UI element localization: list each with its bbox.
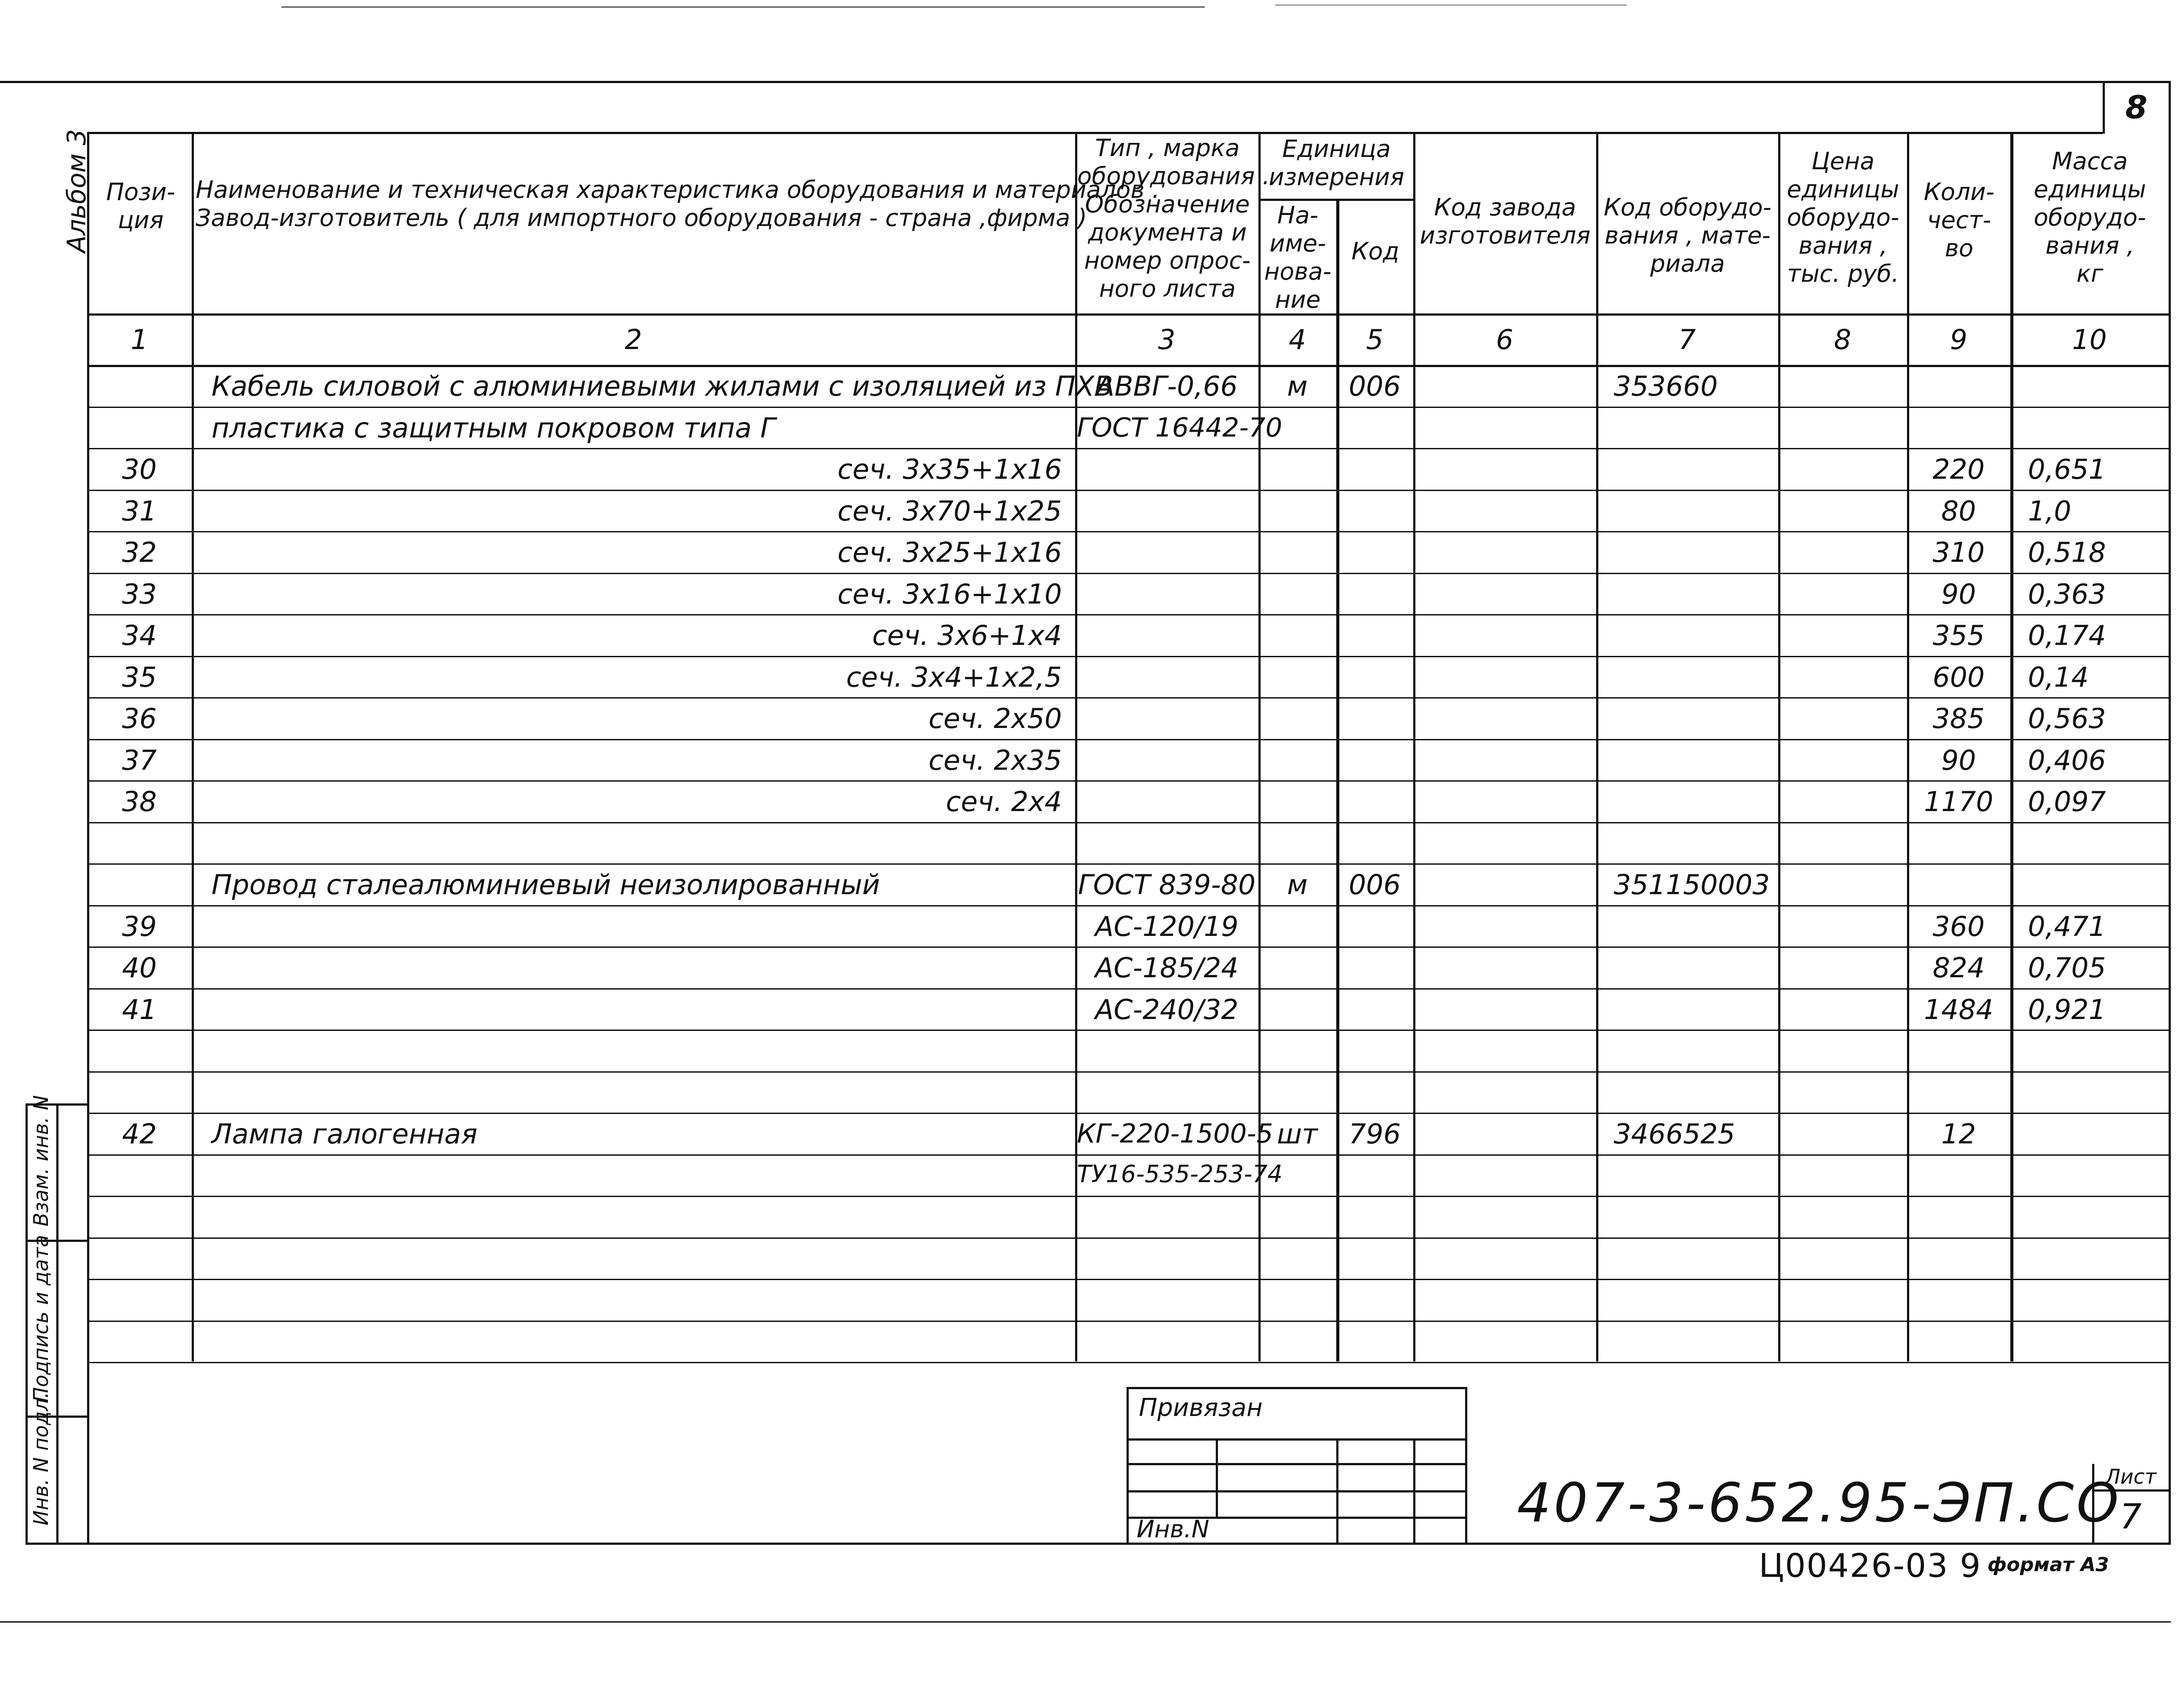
row-line: [87, 1071, 2171, 1073]
cell-mass: 0,14: [2028, 661, 2089, 693]
side-stamp-sign-date: Подпись и дата: [29, 1234, 53, 1402]
cell-equip-code: 3466525: [1614, 1118, 1736, 1150]
col-divider-9: [2010, 132, 2013, 1361]
cell-qty: 90: [1941, 578, 1976, 610]
privyazan-row-1: [1127, 1438, 1467, 1441]
row-line: [87, 1321, 2171, 1322]
header-mass: Масса единицы оборудо- вания , кг: [2034, 147, 2146, 288]
row-line: [87, 697, 2171, 699]
privyazan-row-3: [1127, 1490, 1467, 1492]
colnum-1: 1: [131, 324, 148, 356]
cell-qty: 220: [1932, 453, 1985, 485]
unit-header-divider: [1258, 199, 1413, 201]
row-line: [87, 1237, 2171, 1239]
sheet-number-top: 8: [2125, 89, 2148, 126]
cell-pos: 40: [122, 952, 157, 984]
cell-type: АС-120/19: [1095, 910, 1239, 943]
format-label: формат А3: [1987, 1554, 2109, 1576]
cell-name: сеч. 2х35: [928, 744, 1062, 776]
header-factory: Код завода изготовителя: [1419, 193, 1591, 249]
cell-unit: м: [1287, 869, 1308, 901]
colnum-7: 7: [1678, 324, 1696, 356]
cell-mass: 0,471: [2028, 910, 2106, 943]
cell-unit-code: 796: [1349, 1118, 1401, 1150]
cell-pos: 35: [122, 661, 157, 693]
row-line: [87, 1030, 2171, 1031]
row-line: [87, 614, 2171, 615]
archive-number: Ц00426-03 9: [1759, 1547, 1982, 1585]
cell-name: сеч. 3х4+1х2,5: [846, 661, 1062, 693]
sheet-box-divider: [2092, 1489, 2171, 1492]
cell-mass: 0,406: [2028, 744, 2106, 776]
inv-n-label: Инв.N: [1137, 1515, 1210, 1543]
cell-type: АВВГ-0,66: [1096, 370, 1238, 402]
privyazan-col-1: [1216, 1438, 1218, 1518]
colnum-5: 5: [1366, 324, 1384, 356]
cell-qty: 90: [1941, 744, 1976, 776]
cell-qty: 360: [1932, 910, 1985, 943]
row-line: [87, 905, 2171, 906]
cell-unit-code: 006: [1349, 370, 1401, 402]
privyazan-label: Привязан: [1139, 1394, 1263, 1422]
cell-name: сеч. 2х4: [946, 786, 1062, 818]
cell-equip-code: 351150003: [1614, 869, 1770, 901]
cell-mass: 0,651: [2028, 453, 2106, 485]
row-line: [87, 1279, 2171, 1280]
side-stamp-inv-repl: Взам. инв. N: [29, 1095, 53, 1227]
row-line: [87, 531, 2171, 532]
privyazan-left: [1127, 1387, 1129, 1545]
cell-mass: 0,705: [2028, 952, 2106, 984]
cell-name: сеч. 3х16+1х10: [837, 578, 1062, 610]
cell-mass: 0,563: [2028, 702, 2106, 735]
row-line: [87, 656, 2171, 657]
cell-qty: 355: [1932, 619, 1985, 651]
header-unit: Единица измерения: [1269, 135, 1404, 191]
album-label: Альбом 3: [62, 129, 91, 253]
cell-qty: 1484: [1924, 993, 1994, 1026]
cell-qty: 80: [1941, 495, 1976, 527]
col-divider-5: [1413, 132, 1415, 1361]
cell-name: Провод сталеалюминиевый неизолированный: [211, 869, 880, 901]
cell-type: АС-185/24: [1095, 952, 1239, 984]
privyazan-top: [1127, 1387, 1467, 1389]
frame-right-line: [2169, 81, 2171, 1545]
sheet-label: Лист: [2105, 1465, 2157, 1489]
row-line: [87, 407, 2171, 408]
cell-unit-code: 006: [1349, 869, 1401, 901]
row-line: [87, 1113, 2171, 1114]
cell-name: Лампа галогенная: [211, 1118, 478, 1150]
cell-pos: 42: [122, 1118, 157, 1150]
cell-pos: 38: [122, 786, 157, 818]
cell-mass: 0,518: [2028, 536, 2106, 568]
scan-artifact-line: [281, 6, 1205, 8]
row-line: [87, 573, 2171, 574]
cell-equip-code: 353660: [1614, 370, 1718, 402]
colnum-8: 8: [1834, 324, 1852, 356]
cell-pos: 31: [122, 495, 157, 527]
colnum-4: 4: [1288, 324, 1306, 356]
frame-bottom-line: [26, 1543, 2171, 1545]
col-divider-7: [1778, 132, 1780, 1361]
cell-pos: 34: [122, 619, 157, 651]
cell-pos: 39: [122, 910, 157, 943]
header-bottom-line: [87, 313, 2171, 316]
cell-name: сеч. 3х35+1х16: [837, 453, 1062, 485]
header-type: Тип , марка оборудования . Обозначение документа и номер опрос- ного листа: [1077, 134, 1270, 302]
header-pos: Пози- ция: [106, 178, 175, 234]
cell-qty: 1170: [1924, 786, 1994, 818]
cell-name: сеч. 3х25+1х16: [837, 536, 1062, 568]
row-line: [87, 490, 2171, 491]
colnum-bottom-line: [87, 365, 2171, 367]
frame-top-line: [0, 81, 2171, 83]
cell-pos: 33: [122, 578, 157, 610]
cell-type: ГОСТ 839-80: [1078, 869, 1256, 901]
header-unit-code: Код: [1351, 237, 1400, 265]
cell-type: КГ-220-1500-5: [1077, 1118, 1273, 1149]
cell-unit: шт: [1277, 1118, 1318, 1150]
header-name: Наименование и техническая характеристика оборудования и материалов . Завод-изготовитель ( для импортного оборудования - страна ,фирма ): [196, 176, 1160, 232]
side-stamp-left: [26, 1103, 28, 1545]
privyazan-col-2: [1336, 1438, 1338, 1545]
row-line: [87, 1196, 2171, 1197]
cell-mass: 1,0: [2028, 495, 2071, 527]
row-line: [87, 1362, 2171, 1363]
cell-unit: м: [1287, 370, 1308, 402]
privyazan-right: [1465, 1387, 1467, 1545]
header-price: Цена единицы оборудо- вания , тыс. руб.: [1787, 147, 1900, 288]
colnum-6: 6: [1496, 324, 1513, 356]
row-line: [87, 739, 2171, 740]
cell-mass: 0,363: [2028, 578, 2106, 610]
sheet-value: 7: [2120, 1497, 2142, 1537]
cell-pos: 37: [122, 744, 157, 776]
header-unit-name: На- име- нова- ние: [1264, 201, 1331, 313]
cell-qty: 824: [1932, 952, 1985, 984]
cell-name: Кабель силовой с алюминиевыми жилами с изоляцией из ПХВ: [211, 370, 1113, 402]
cell-mass: 0,921: [2028, 993, 2106, 1026]
cell-type: ГОСТ 16442-70: [1077, 412, 1283, 443]
header-qty: Коли- чест- во: [1924, 178, 1994, 262]
cell-name: сеч. 3х6+1х4: [872, 619, 1062, 651]
cell-mass: 0,097: [2028, 786, 2106, 818]
row-line: [87, 448, 2171, 449]
col-divider-6: [1596, 132, 1598, 1361]
row-line: [87, 780, 2171, 782]
doc-code: 407-3-652.95-ЭП.СО: [1517, 1472, 2122, 1534]
row-line: [87, 822, 2171, 823]
colnum-9: 9: [1950, 324, 1968, 356]
page-bottom-line: [0, 1621, 2171, 1623]
cell-name: пластика с защитным покровом типа Г: [211, 411, 776, 444]
privyazan-row-2: [1127, 1463, 1467, 1465]
cell-qty: 12: [1941, 1118, 1976, 1150]
cell-qty: 310: [1932, 536, 1985, 568]
row-line: [87, 946, 2171, 948]
cell-pos: 36: [122, 702, 157, 735]
side-stamp-divider: [56, 1103, 58, 1545]
cell-mass: 0,174: [2028, 619, 2106, 651]
cell-name: сеч. 2х50: [928, 702, 1062, 735]
row-line: [87, 863, 2171, 865]
header-equip-code: Код оборудо- вания , мате- риала: [1604, 193, 1772, 277]
scan-artifact-line: [1275, 4, 1627, 6]
cell-type: АС-240/32: [1095, 993, 1239, 1026]
row-line: [87, 988, 2171, 990]
colnum-10: 10: [2072, 324, 2107, 356]
cell-pos: 32: [122, 536, 157, 568]
row-line: [87, 1154, 2171, 1156]
cell-pos: 41: [122, 993, 157, 1026]
privyazan-col-3: [1413, 1438, 1415, 1545]
cell-pos: 30: [122, 453, 157, 485]
cell-type: ТУ16-535-253-74: [1077, 1160, 1283, 1188]
cell-name: сеч. 3х70+1х25: [837, 495, 1062, 527]
cell-qty: 600: [1932, 661, 1985, 693]
colnum-2: 2: [624, 324, 642, 356]
cell-qty: 385: [1932, 702, 1985, 735]
side-stamp-inv-orig: Инв. N подл.: [29, 1392, 53, 1525]
colnum-3: 3: [1158, 324, 1176, 356]
